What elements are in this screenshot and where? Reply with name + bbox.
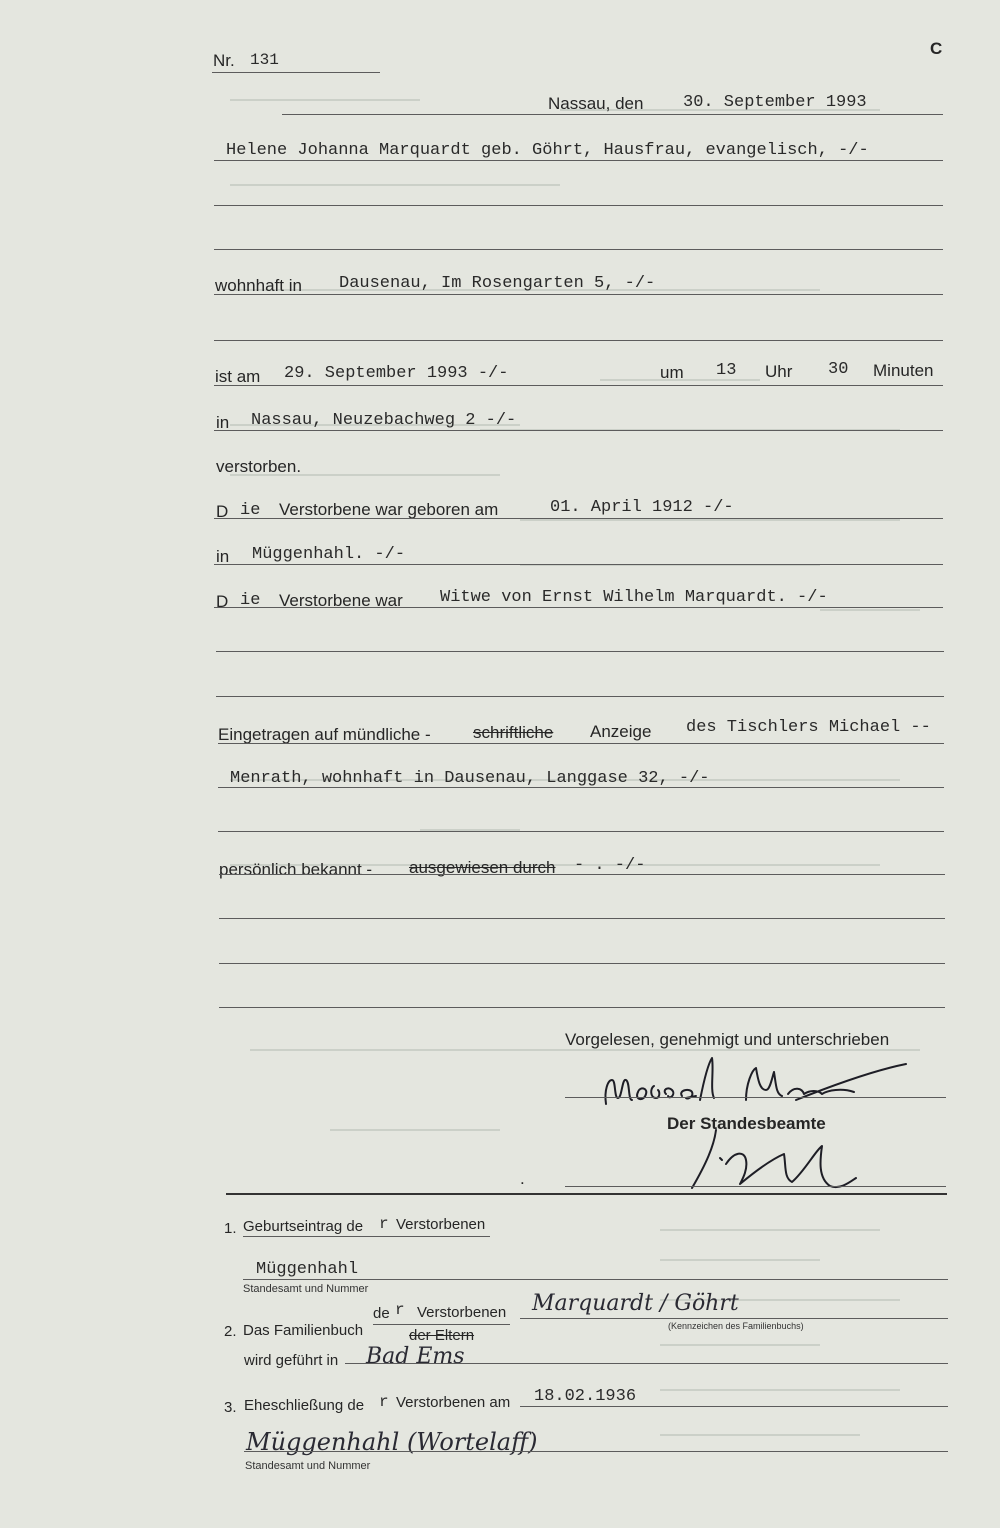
- death-place-line: [214, 430, 943, 431]
- informant-line: [218, 787, 944, 788]
- blank-line-2: [214, 249, 943, 250]
- blank-line-6: [218, 831, 944, 832]
- note-3-value-line: [244, 1451, 948, 1452]
- note-2-de: de: [373, 1305, 390, 1322]
- registrar-signature: [680, 1120, 870, 1200]
- blank-line-5: [216, 696, 944, 697]
- informant-signature: [596, 1050, 916, 1116]
- note-1-value-line: [243, 1279, 948, 1280]
- note-2-kept-label: wird geführt in: [244, 1352, 339, 1369]
- note-2-r: r: [395, 1301, 405, 1319]
- note-1-caption: Standesamt und Nummer: [243, 1283, 369, 1295]
- informant-line-1: des Tischlers Michael --: [686, 718, 931, 737]
- note-3-label-2: Verstorbenen am: [396, 1394, 511, 1411]
- closing-text: Vorgelesen, genehmigt und unterschrieben: [565, 1030, 890, 1049]
- note-2-option-parents: der Eltern: [409, 1327, 475, 1344]
- note-2-caption: (Kennzeichen des Familienbuchs): [668, 1321, 804, 1331]
- note-1-number: 1.: [224, 1220, 237, 1237]
- note-2-kept-value: Bad Ems: [366, 1344, 465, 1369]
- note-2-option-deceased: Verstorbenen: [417, 1304, 507, 1321]
- report-struck-option: schriftliche: [473, 723, 554, 742]
- known-tail: - . -/-: [574, 856, 646, 875]
- spouse-label: Verstorbene war: [279, 591, 403, 610]
- note-2-kept-line: [345, 1363, 948, 1364]
- note-2-label: Das Familienbuch: [243, 1322, 364, 1339]
- record-number-line: [212, 72, 380, 73]
- residence-value: Dausenau, Im Rosengarten 5, -/-: [339, 274, 656, 293]
- blank-line-4: [216, 651, 944, 652]
- note-3-date: 18.02.1936: [534, 1387, 637, 1406]
- known-label: persönlich bekannt -: [219, 860, 373, 879]
- date-line: [282, 114, 943, 115]
- spouse-ie: ie: [240, 591, 261, 610]
- known-line: [219, 874, 945, 875]
- birth-place-line: [214, 564, 943, 565]
- time-um-label: um: [660, 363, 684, 382]
- note-3-label: Eheschließung de: [244, 1397, 365, 1414]
- note-1-label-2: Verstorbenen: [396, 1216, 486, 1233]
- birth-label: Verstorbene war geboren am: [279, 500, 499, 519]
- note-1-r: r: [379, 1215, 389, 1233]
- note-3-value: Müggenhahl (Wortelaff): [246, 1428, 538, 1456]
- record-date: 30. September 1993: [683, 93, 867, 112]
- spouse-line: [214, 607, 943, 608]
- birth-d: D: [216, 502, 229, 521]
- notes-divider: [226, 1193, 947, 1195]
- birth-date: 01. April 1912 -/-: [550, 498, 734, 517]
- informant-signature-line: [565, 1097, 946, 1098]
- note-2-value: Marquardt / Göhrt: [532, 1291, 739, 1316]
- report-line: [218, 743, 944, 744]
- blank-line-8: [219, 963, 945, 964]
- blank-line-9: [219, 1007, 945, 1008]
- minutes-label: Minuten: [873, 361, 934, 380]
- report-label: Eingetragen auf mündliche -: [218, 725, 431, 744]
- death-place: Nassau, Neuzebachweg 2 -/-: [251, 411, 517, 430]
- record-number-label: Nr.: [213, 51, 235, 70]
- spouse-d: D: [216, 592, 229, 611]
- death-date-label: ist am: [215, 367, 261, 386]
- place-date-label: Nassau, den: [548, 94, 644, 113]
- blank-line-3: [214, 340, 943, 341]
- blank-line-7: [219, 918, 945, 919]
- died-word: verstorben.: [216, 457, 302, 476]
- known-struck-option: ausgewiesen durch: [409, 858, 556, 877]
- note-3-number: 3.: [224, 1399, 237, 1416]
- note-3-r: r: [379, 1393, 389, 1411]
- death-place-label: in: [216, 413, 230, 432]
- spouse-value: Witwe von Ernst Wilhelm Marquardt. -/-: [440, 588, 828, 607]
- death-minutes: 30: [828, 360, 849, 379]
- note-1-header-line: [243, 1236, 490, 1237]
- dot-mark: .: [520, 1169, 525, 1188]
- note-1-value: Müggenhahl: [256, 1260, 359, 1279]
- note-2-value-line: [520, 1318, 948, 1319]
- note-3-caption: Standesamt und Nummer: [245, 1460, 371, 1472]
- note-1-label: Geburtseintrag de: [243, 1218, 364, 1235]
- record-number: 131: [250, 51, 279, 69]
- note-2-fraction-line: [373, 1324, 510, 1325]
- note-3-date-line: [520, 1406, 948, 1407]
- hour-label: Uhr: [765, 362, 793, 381]
- residence-label: wohnhaft in: [215, 276, 302, 295]
- birth-place-label: in: [216, 547, 230, 566]
- informant-line-2: Menrath, wohnhaft in Dausenau, Langgase 32, -/-: [230, 769, 710, 788]
- registrar-label: Der Standesbeamte: [667, 1114, 826, 1133]
- death-hour: 13: [716, 361, 737, 380]
- person-line: [214, 160, 943, 161]
- birth-place: Müggenhahl. -/-: [252, 545, 406, 564]
- note-2-number: 2.: [224, 1323, 237, 1340]
- registrar-signature-line: [565, 1186, 946, 1187]
- deceased-person: Helene Johanna Marquardt geb. Göhrt, Hausfrau, evangelisch, -/-: [226, 141, 869, 160]
- death-date: 29. September 1993 -/-: [284, 364, 509, 383]
- corner-letter: C: [930, 39, 943, 58]
- birth-ie: ie: [240, 501, 261, 520]
- blank-line-1: [214, 205, 943, 206]
- death-time-line: [214, 385, 943, 386]
- report-label-2: Anzeige: [590, 722, 652, 741]
- birth-line: [214, 518, 943, 519]
- residence-line: [214, 294, 943, 295]
